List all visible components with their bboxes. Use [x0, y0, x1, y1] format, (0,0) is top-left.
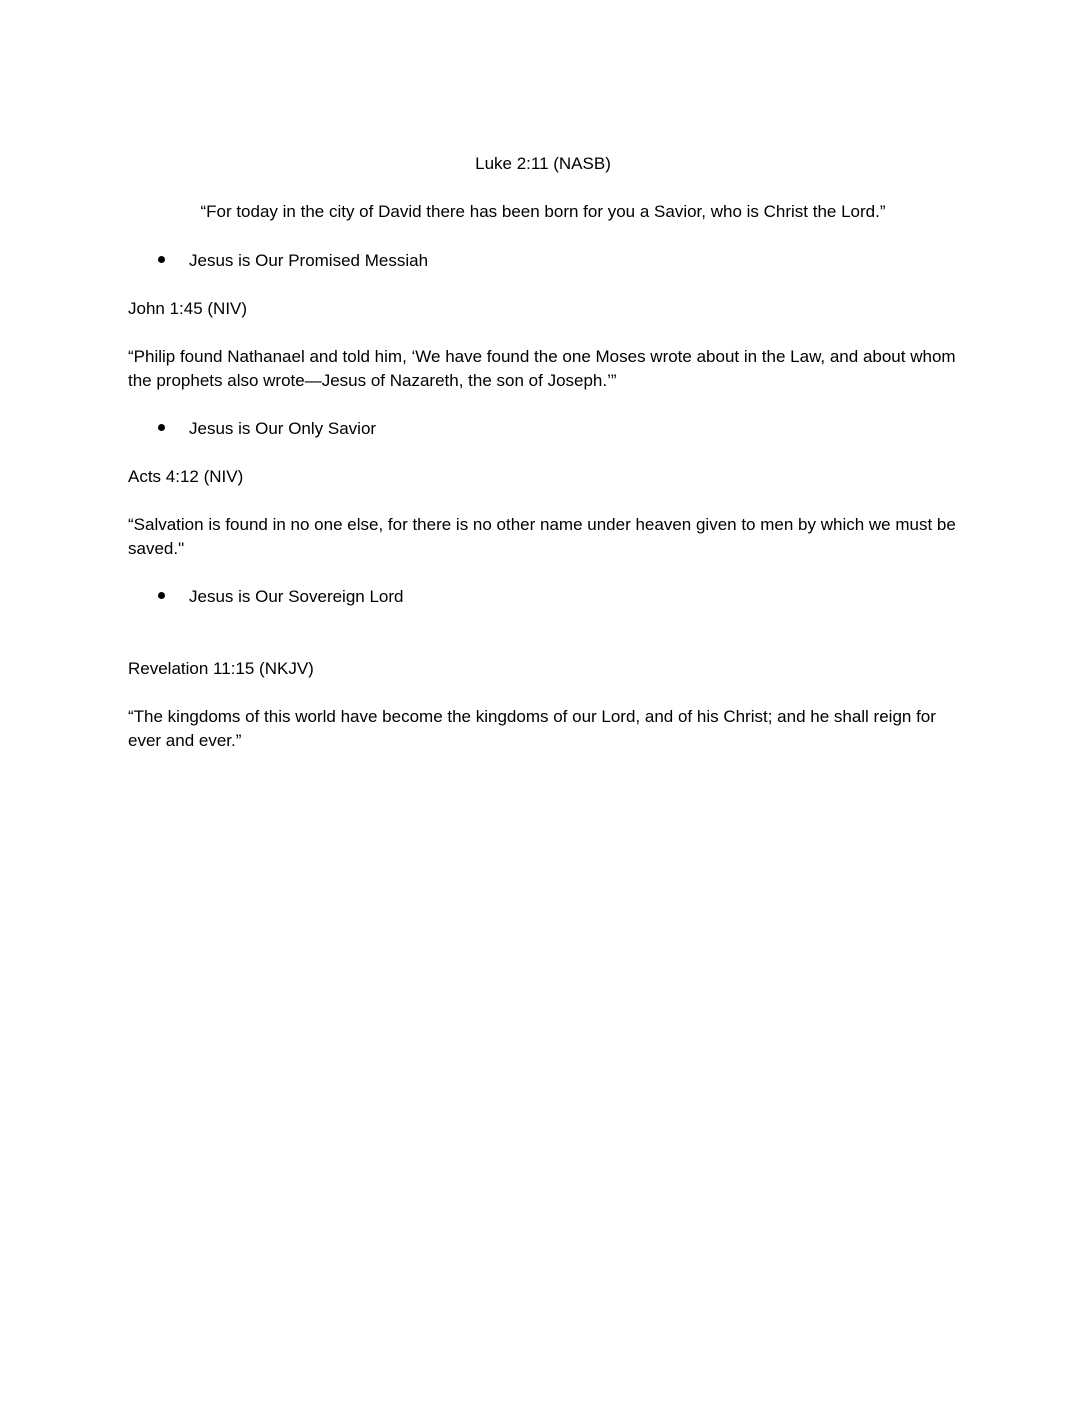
acts-reference: Acts 4:12 (NIV) — [128, 467, 244, 486]
bullet-dot-icon — [158, 592, 165, 599]
luke-quote: “For today in the city of David there has been born for you a Savior, who is Christ the Lord.” — [200, 202, 886, 221]
bullet-dot-icon — [158, 256, 165, 263]
bullet-only-savior-text: Jesus is Our Only Savior — [189, 419, 377, 438]
bullet-sovereign-lord-text: Jesus is Our Sovereign Lord — [189, 587, 404, 606]
bullet-only-savior — [158, 417, 376, 441]
bullet-promised-messiah-text: Jesus is Our Promised Messiah — [189, 251, 429, 270]
bullet-promised-messiah — [158, 249, 428, 273]
john-quote: “Philip found Nathanael and told him, ‘We have found the one Moses wrote about in the Law, and about whom the prophets also wrote—Jesus of Nazareth, the son of Joseph.’” — [128, 347, 956, 390]
bullet-dot-icon — [158, 424, 165, 431]
bullet-sovereign-lord — [158, 585, 404, 609]
revelation-quote: “The kingdoms of this world have become the kingdoms of our Lord, and of his Christ; and he shall reign for ever and ever.” — [128, 707, 936, 750]
heading-luke-reference: Luke 2:11 (NASB) — [475, 154, 611, 173]
revelation-reference: Revelation 11:15 (NKJV) — [128, 659, 314, 678]
john-reference: John 1:45 (NIV) — [128, 299, 248, 318]
acts-quote: “Salvation is found in no one else, for there is no other name under heaven given to men by which we must be saved." — [128, 515, 956, 558]
